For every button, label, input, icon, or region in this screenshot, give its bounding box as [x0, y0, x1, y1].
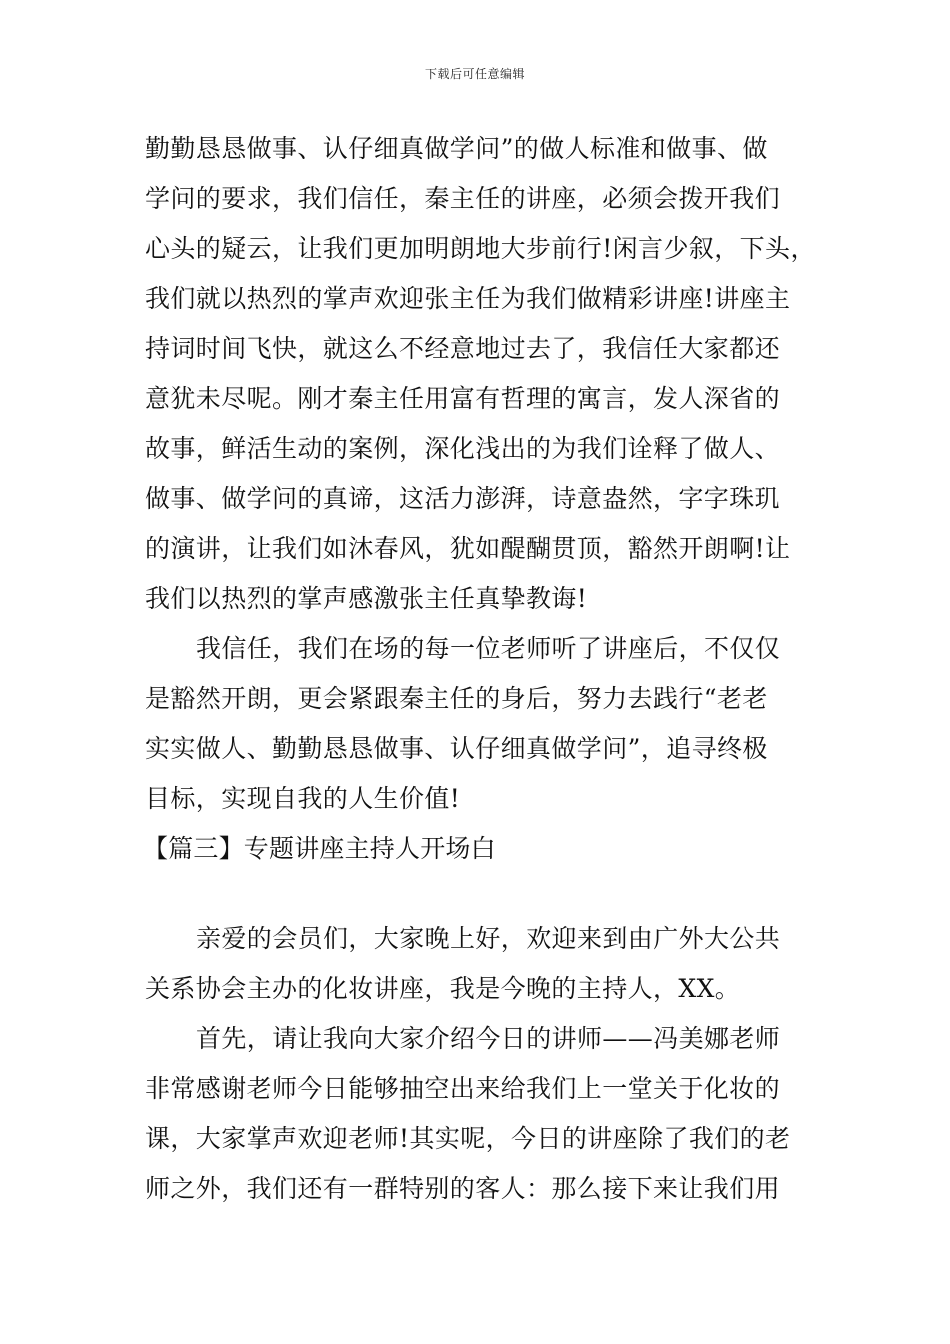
paragraph-start-line: 亲爱的会员们，大家晚上好，欢迎来到由广外大公共 — [196, 924, 781, 953]
text-line: 我们就以热烈的掌声欢迎张主任为我们做精彩讲座!讲座主 — [145, 284, 791, 313]
text-line: 目标，实现自我的人生价值! — [145, 784, 461, 813]
text-line: 师之外，我们还有一群特别的客人：那么接下来让我们用 — [145, 1174, 781, 1203]
text-line: 是豁然开朗，更会紧跟秦主任的身后，努力去践行“老老 — [145, 684, 768, 713]
text-line: 意犹未尽呢。刚才秦主任用富有哲理的寓言，发人深省的 — [145, 384, 781, 413]
text-line: 我们以热烈的掌声感激张主任真挚教诲! — [145, 584, 588, 613]
section-heading: 【篇三】专题讲座主持人开场白 — [143, 834, 496, 863]
paragraph-start-line: 首先，请让我向大家介绍今日的讲师——冯美娜老师 — [196, 1024, 781, 1053]
text-line: 学问的要求，我们信任，秦主任的讲座，必须会拨开我们 — [145, 184, 781, 213]
text-line: 心头的疑云，让我们更加明朗地大步前行!闲言少叙，下头， — [145, 234, 816, 263]
text-line: 做事、做学问的真谛，这活力澎湃，诗意盎然，字字珠玑 — [145, 484, 781, 513]
paragraph-start-line: 我信任，我们在场的每一位老师听了讲座后，不仅仅 — [196, 634, 781, 663]
text-line: 故事，鲜活生动的案例，深化浅出的为我们诠释了做人、 — [145, 434, 781, 463]
text-line: 课，大家掌声欢迎老师!其实呢，今日的讲座除了我们的老 — [145, 1124, 791, 1153]
page-header-note: 下载后可任意编辑 — [424, 67, 525, 81]
text-line: 的演讲，让我们如沐春风，犹如醍醐贯顶，豁然开朗啊!让 — [145, 534, 791, 563]
text-line: 关系协会主办的化妆讲座，我是今晚的主持人，XX。 — [145, 974, 741, 1003]
text-line: 实实做人、勤勤恳恳做事、认仔细真做学问”，追寻终极 — [145, 734, 768, 763]
text-line: 持词时间飞快，就这么不经意地过去了，我信任大家都还 — [145, 334, 781, 363]
text-line: 勤勤恳恳做事、认仔细真做学问”的做人标准和做事、做 — [145, 134, 768, 163]
text-line: 非常感谢老师今日能够抽空出来给我们上一堂关于化妆的 — [145, 1074, 781, 1103]
